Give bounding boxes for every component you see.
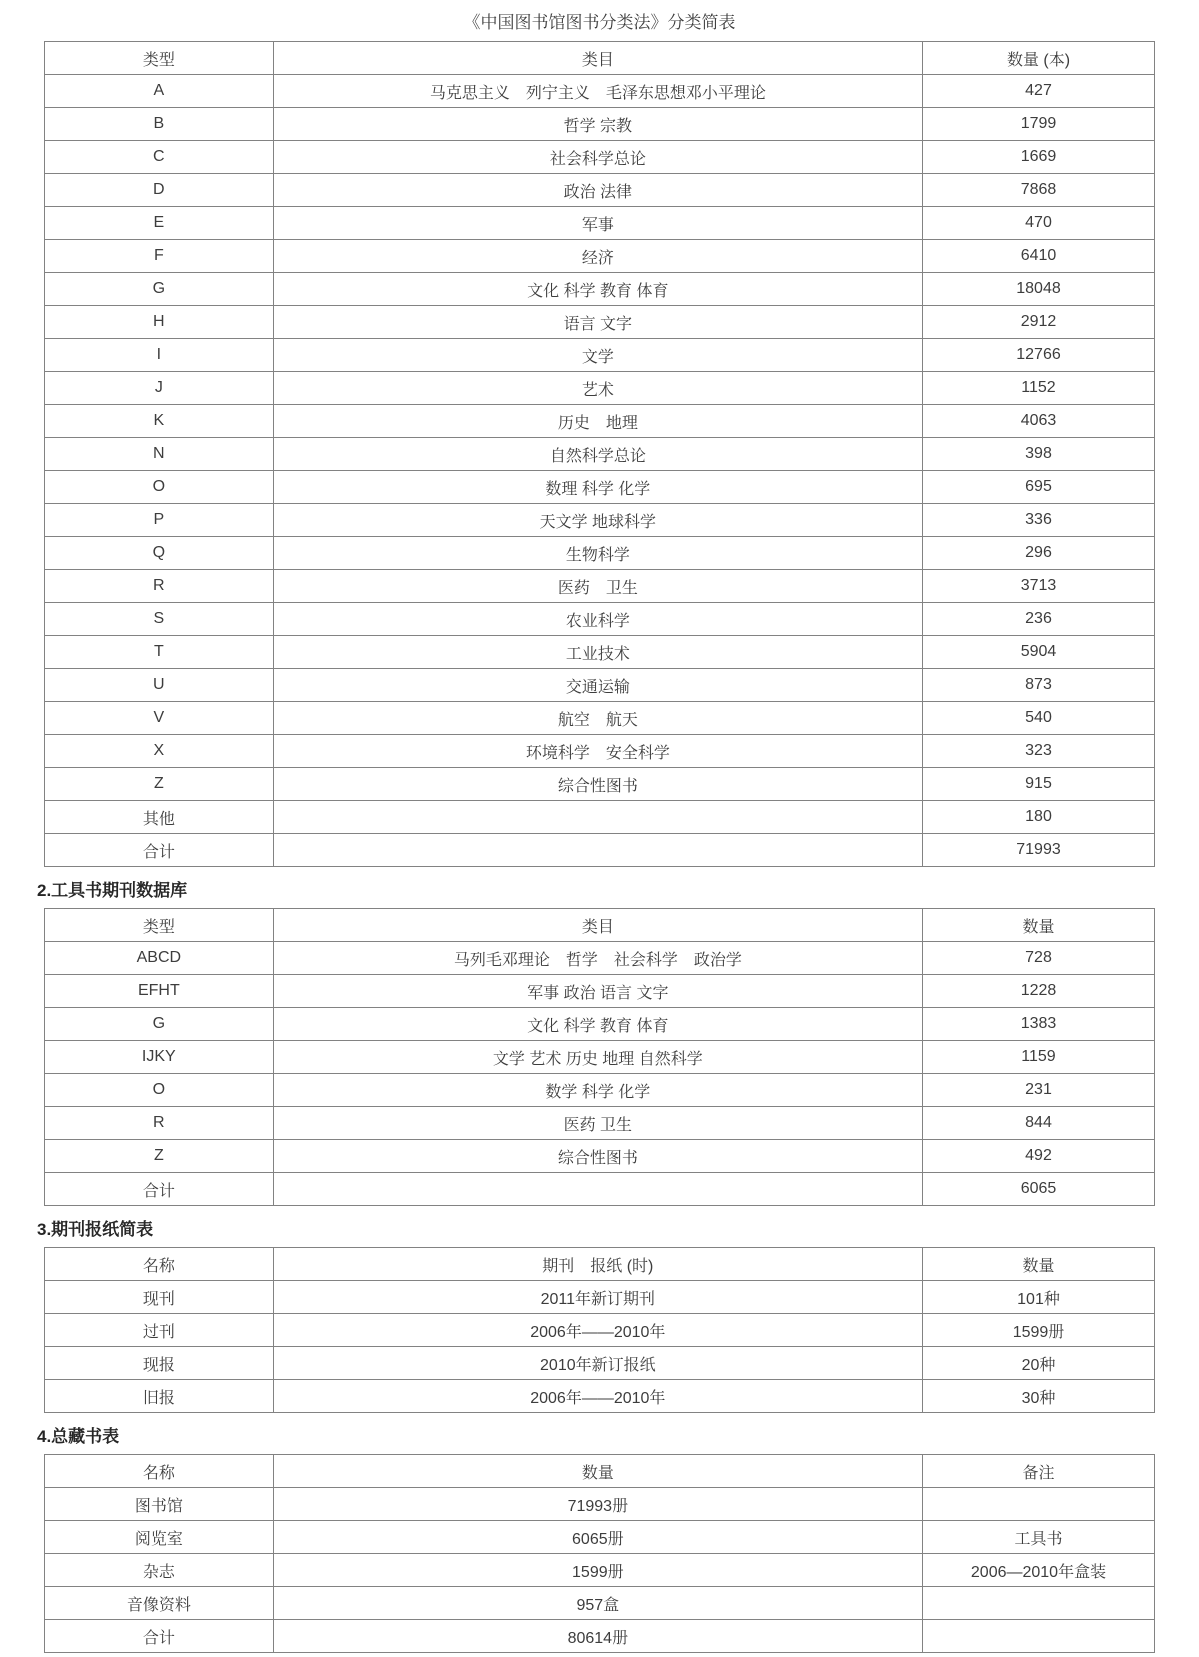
table-row (45, 702, 1155, 735)
table-cell: 7868 (923, 174, 1155, 207)
column-header: 类型 (45, 42, 274, 75)
table-cell: 4063 (923, 405, 1155, 438)
table-cell: 现报 (45, 1347, 274, 1380)
table-cell: 844 (923, 1107, 1155, 1140)
table-cell: 军事 (273, 207, 922, 240)
table-cell: EFHT (45, 975, 274, 1008)
column-header: 类目 (273, 42, 922, 75)
table-row (45, 372, 1155, 405)
table-cell: S (45, 603, 274, 636)
table-cell: 天文学 地球科学 (273, 504, 922, 537)
table-cell: 1383 (923, 1008, 1155, 1041)
table-cell: 文化 科学 教育 体育 (273, 1008, 922, 1041)
table-row (45, 768, 1155, 801)
table-cell: 6065 (923, 1173, 1155, 1206)
table-cell: 695 (923, 471, 1155, 504)
table-cell (273, 834, 922, 867)
table-row (45, 537, 1155, 570)
table-cell: D (45, 174, 274, 207)
table-cell: R (45, 1107, 274, 1140)
table-cell: 杂志 (45, 1554, 274, 1587)
table-cell: 其他 (45, 801, 274, 834)
section-reference-periodical-database (37, 876, 1155, 1206)
table-cell: 医药 卫生 (273, 1107, 922, 1140)
table-cell: 1599册 (923, 1314, 1155, 1347)
column-header: 数量 (本) (923, 42, 1155, 75)
table-row (45, 1041, 1155, 1074)
column-header: 数量 (923, 909, 1155, 942)
table-cell: 马克思主义 列宁主义 毛泽东思想邓小平理论 (273, 75, 922, 108)
table-cell: 101种 (923, 1281, 1155, 1314)
table-cell: 文化 科学 教育 体育 (273, 273, 922, 306)
section-periodical-newspaper (37, 1215, 1155, 1413)
table-row (45, 1107, 1155, 1140)
table-cell: 915 (923, 768, 1155, 801)
table-cell: G (45, 273, 274, 306)
table-cell: 1799 (923, 108, 1155, 141)
table-row (45, 735, 1155, 768)
table-row (45, 1587, 1155, 1620)
table-row (45, 1314, 1155, 1347)
table-cell (273, 1173, 922, 1206)
table-cell: 阅览室 (45, 1521, 274, 1554)
table-cell: 综合性图书 (273, 768, 922, 801)
table-row (45, 1620, 1155, 1653)
table-cell: ABCD (45, 942, 274, 975)
table-cell: 现刊 (45, 1281, 274, 1314)
table-cell: 生物科学 (273, 537, 922, 570)
table-cell: 医药 卫生 (273, 570, 922, 603)
table-cell: 6410 (923, 240, 1155, 273)
table-cell: 80614册 (273, 1620, 922, 1653)
table-cell: 马列毛邓理论 哲学 社会科学 政治学 (273, 942, 922, 975)
table-row (45, 405, 1155, 438)
table-cell (923, 1620, 1155, 1653)
table-cell: T (45, 636, 274, 669)
table-cell: G (45, 1008, 274, 1041)
section-heading: 3.期刊报纸简表 (37, 1220, 154, 1239)
table-cell: C (45, 141, 274, 174)
table-cell: U (45, 669, 274, 702)
table-row (45, 1521, 1155, 1554)
table-cell: 数理 科学 化学 (273, 471, 922, 504)
table-row (45, 306, 1155, 339)
table-cell: R (45, 570, 274, 603)
table-row (45, 75, 1155, 108)
reference-periodical-database-table (44, 908, 1155, 1206)
table-row (45, 1554, 1155, 1587)
table-cell: Z (45, 1140, 274, 1173)
table-cell: B (45, 108, 274, 141)
table-row (45, 471, 1155, 504)
table-cell: 2912 (923, 306, 1155, 339)
table-cell: 1228 (923, 975, 1155, 1008)
table-cell: 540 (923, 702, 1155, 735)
table-cell: 哲学 宗教 (273, 108, 922, 141)
table-cell: 18048 (923, 273, 1155, 306)
table-cell: 180 (923, 801, 1155, 834)
table-row (45, 504, 1155, 537)
table-cell: 1599册 (273, 1554, 922, 1587)
header-row (45, 1248, 1155, 1281)
table-cell: E (45, 207, 274, 240)
periodical-newspaper-table (44, 1247, 1155, 1413)
table-row (45, 636, 1155, 669)
table-cell: 历史 地理 (273, 405, 922, 438)
column-header: 备注 (923, 1455, 1155, 1488)
table-cell: 728 (923, 942, 1155, 975)
table-cell: 398 (923, 438, 1155, 471)
table-cell: 合计 (45, 834, 274, 867)
table-cell: 3713 (923, 570, 1155, 603)
table-cell: 336 (923, 504, 1155, 537)
table-cell: P (45, 504, 274, 537)
table-cell: 综合性图书 (273, 1140, 922, 1173)
table-cell: 231 (923, 1074, 1155, 1107)
table-cell: 873 (923, 669, 1155, 702)
table-cell: 470 (923, 207, 1155, 240)
total-collection-table (44, 1454, 1155, 1653)
table-row (45, 339, 1155, 372)
table-cell: 2010年新订报纸 (273, 1347, 922, 1380)
table-cell: 236 (923, 603, 1155, 636)
header-row (45, 1455, 1155, 1488)
table-cell (923, 1488, 1155, 1521)
table-row (45, 1140, 1155, 1173)
table-cell: 合计 (45, 1173, 274, 1206)
table-cell: 合计 (45, 1620, 274, 1653)
column-header: 名称 (45, 1248, 274, 1281)
page-title: 《中国图书馆图书分类法》分类简表 (463, 13, 736, 32)
table-row (45, 603, 1155, 636)
table-cell: 航空 航天 (273, 702, 922, 735)
section-heading: 4.总藏书表 (37, 1427, 120, 1446)
table-row (45, 975, 1155, 1008)
table-cell: 工业技术 (273, 636, 922, 669)
table-row (45, 438, 1155, 471)
table-cell: A (45, 75, 274, 108)
table-cell: J (45, 372, 274, 405)
table-cell: IJKY (45, 1041, 274, 1074)
table-row (45, 207, 1155, 240)
table-cell: 1159 (923, 1041, 1155, 1074)
table-cell: 12766 (923, 339, 1155, 372)
table-cell: 文学 艺术 历史 地理 自然科学 (273, 1041, 922, 1074)
table-cell: 过刊 (45, 1314, 274, 1347)
table-row (45, 834, 1155, 867)
table-cell: F (45, 240, 274, 273)
table-cell: 71993册 (273, 1488, 922, 1521)
table-cell: 2011年新订期刊 (273, 1281, 922, 1314)
table-cell: 自然科学总论 (273, 438, 922, 471)
table-row (45, 273, 1155, 306)
table-row (45, 1380, 1155, 1413)
table-row (45, 240, 1155, 273)
table-cell: 20种 (923, 1347, 1155, 1380)
table-cell: 社会科学总论 (273, 141, 922, 174)
table-cell: Q (45, 537, 274, 570)
table-row (45, 1488, 1155, 1521)
table-cell: 2006年——2010年 (273, 1380, 922, 1413)
table-row (45, 1008, 1155, 1041)
table-cell: 工具书 (923, 1521, 1155, 1554)
table-row (45, 669, 1155, 702)
table-cell (923, 1587, 1155, 1620)
table-cell: 文学 (273, 339, 922, 372)
table-row (45, 570, 1155, 603)
table-row (45, 141, 1155, 174)
table-row (45, 1347, 1155, 1380)
table-cell: H (45, 306, 274, 339)
column-header: 类目 (273, 909, 922, 942)
table-row (45, 174, 1155, 207)
table-cell: O (45, 471, 274, 504)
table-row (45, 1281, 1155, 1314)
table-cell: 427 (923, 75, 1155, 108)
column-header: 数量 (923, 1248, 1155, 1281)
table-row (45, 942, 1155, 975)
column-header: 类型 (45, 909, 274, 942)
section-heading: 2.工具书期刊数据库 (37, 881, 188, 900)
table-cell: O (45, 1074, 274, 1107)
table-row (45, 1074, 1155, 1107)
table-cell: 音像资料 (45, 1587, 274, 1620)
table-cell: 2006年——2010年 (273, 1314, 922, 1347)
column-header: 期刊 报纸 (时) (273, 1248, 922, 1281)
table-row (45, 1173, 1155, 1206)
table-cell: 旧报 (45, 1380, 274, 1413)
table-cell: 农业科学 (273, 603, 922, 636)
header-row (45, 42, 1155, 75)
table-cell: 5904 (923, 636, 1155, 669)
table-cell: 492 (923, 1140, 1155, 1173)
header-row (45, 909, 1155, 942)
table-cell: 323 (923, 735, 1155, 768)
table-cell: 军事 政治 语言 文字 (273, 975, 922, 1008)
table-cell: 1669 (923, 141, 1155, 174)
table-cell: K (45, 405, 274, 438)
table-cell: X (45, 735, 274, 768)
table-cell: 语言 文字 (273, 306, 922, 339)
section-classification (44, 41, 1155, 867)
table-cell: 艺术 (273, 372, 922, 405)
table-cell (273, 801, 922, 834)
column-header: 名称 (45, 1455, 274, 1488)
table-cell: V (45, 702, 274, 735)
table-cell: 经济 (273, 240, 922, 273)
table-cell: Z (45, 768, 274, 801)
column-header: 数量 (273, 1455, 922, 1488)
table-cell: 1152 (923, 372, 1155, 405)
library-classification-table (44, 41, 1155, 867)
table-cell: I (45, 339, 274, 372)
table-row (45, 108, 1155, 141)
table-row (45, 801, 1155, 834)
table-cell: 环境科学 安全科学 (273, 735, 922, 768)
table-cell: 30种 (923, 1380, 1155, 1413)
table-cell: 图书馆 (45, 1488, 274, 1521)
table-cell: 6065册 (273, 1521, 922, 1554)
table-cell: 政治 法律 (273, 174, 922, 207)
table-cell: 交通运输 (273, 669, 922, 702)
table-cell: 296 (923, 537, 1155, 570)
table-cell: 71993 (923, 834, 1155, 867)
section-total-collection (37, 1422, 1155, 1653)
table-cell: 957盒 (273, 1587, 922, 1620)
table-cell: 2006—2010年盒装 (923, 1554, 1155, 1587)
table-cell: N (45, 438, 274, 471)
table-cell: 数学 科学 化学 (273, 1074, 922, 1107)
